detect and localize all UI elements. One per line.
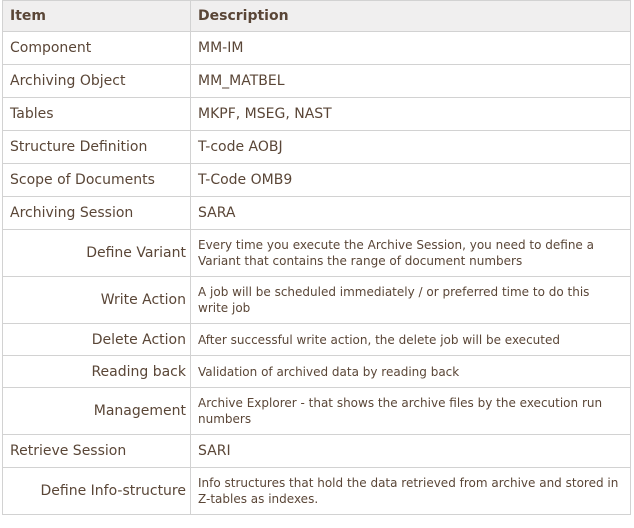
item-cell: Archiving Object [3, 65, 191, 98]
description-cell: SARI [191, 435, 631, 468]
table-row [3, 98, 631, 131]
description-cell: A job will be scheduled immediately / or preferred time to do this write job [191, 277, 631, 324]
description-cell: Every time you execute the Archive Session, you need to define a Variant that contains the range of document numbers [191, 230, 631, 277]
description-cell: T-Code OMB9 [191, 164, 631, 197]
table-row [3, 131, 631, 164]
table-row [3, 65, 631, 98]
table-row [3, 435, 631, 468]
item-cell: Delete Action [3, 324, 191, 356]
description-cell: After successful write action, the delete job will be executed [191, 324, 631, 356]
table-row [3, 197, 631, 230]
item-cell: Tables [3, 98, 191, 131]
description-cell: Validation of archived data by reading back [191, 356, 631, 388]
table-row [3, 356, 631, 388]
table-row [3, 32, 631, 65]
item-cell: Component [3, 32, 191, 65]
description-cell: MM_MATBEL [191, 65, 631, 98]
item-cell: Reading back [3, 356, 191, 388]
header-description: Description [191, 1, 631, 32]
description-cell: MKPF, MSEG, NAST [191, 98, 631, 131]
description-cell: Archive Explorer - that shows the archive files by the execution run numbers [191, 388, 631, 435]
table-header-row [3, 1, 631, 32]
table-row [3, 468, 631, 515]
description-cell: Info structures that hold the data retrieved from archive and stored in Z-tables as indexes. [191, 468, 631, 515]
description-cell: MM-IM [191, 32, 631, 65]
item-cell: Write Action [3, 277, 191, 324]
item-cell: Archiving Session [3, 197, 191, 230]
sap-archiving-table [2, 0, 631, 515]
table-row [3, 324, 631, 356]
table-row [3, 277, 631, 324]
item-cell: Structure Definition [3, 131, 191, 164]
item-cell: Define Info-structure [3, 468, 191, 515]
item-cell: Define Variant [3, 230, 191, 277]
header-item: Item [3, 1, 191, 32]
table-row [3, 164, 631, 197]
item-cell: Retrieve Session [3, 435, 191, 468]
table-row [3, 388, 631, 435]
item-cell: Scope of Documents [3, 164, 191, 197]
table-row [3, 230, 631, 277]
description-cell: T-code AOBJ [191, 131, 631, 164]
item-cell: Management [3, 388, 191, 435]
description-cell: SARA [191, 197, 631, 230]
